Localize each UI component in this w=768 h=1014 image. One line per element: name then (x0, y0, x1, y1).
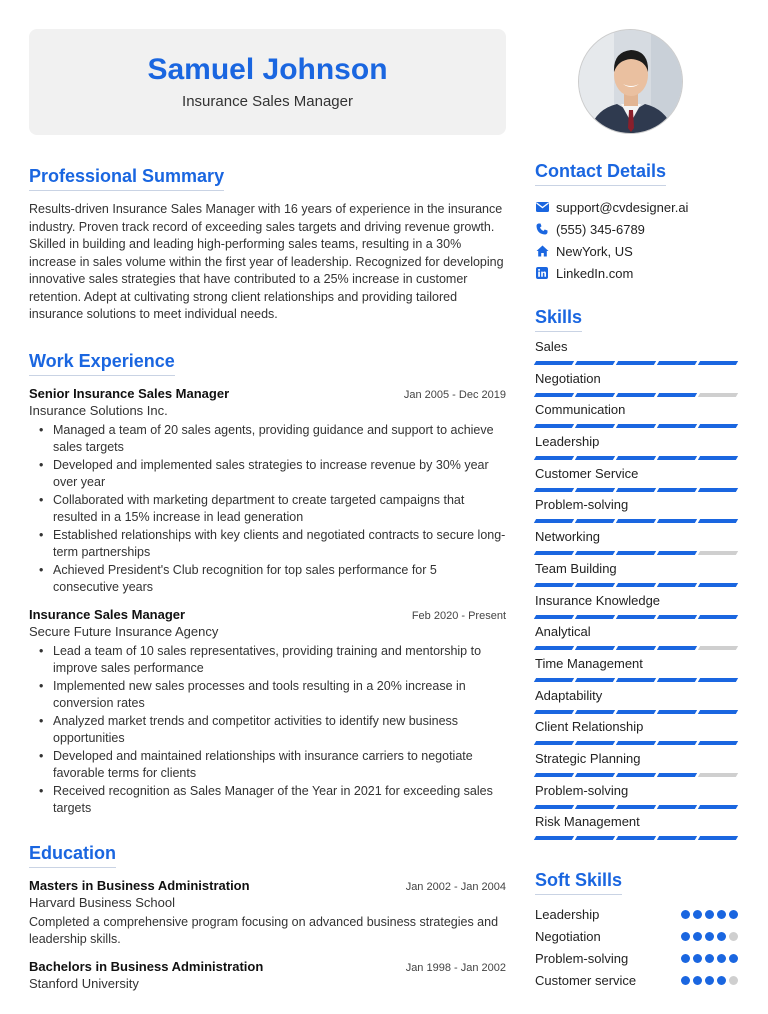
contact-email[interactable] (535, 196, 738, 218)
soft-skill-rating (681, 976, 738, 985)
soft-skill-item (535, 925, 738, 947)
rating-dot (717, 910, 726, 919)
skill-level-segment (698, 615, 738, 619)
skill-level-segment (616, 836, 656, 840)
skill-level-segment (534, 710, 574, 714)
linkedin-icon (535, 266, 549, 280)
skill-level-segment (616, 361, 656, 365)
education-entry (29, 878, 506, 949)
list-item: • Collaborated with marketing department to create targeted campaigns that resulted in a 15% increase in lead generation (37, 492, 506, 527)
skill-item (535, 496, 738, 528)
avatar-illustration (579, 30, 683, 134)
skill-level-segment (657, 519, 697, 523)
soft-skill-item (535, 903, 738, 925)
skill-level-segment (616, 519, 656, 523)
skill-level-segment (657, 678, 697, 682)
skill-level-segment (657, 836, 697, 840)
list-item: • Lead a team of 10 sales representatives, providing training and mentorship to improve sales performance (37, 643, 506, 678)
skill-level-segment (616, 393, 656, 397)
skill-name: Problem-solving (535, 497, 629, 513)
skill-level-bar (535, 678, 738, 682)
rating-dot (705, 976, 714, 985)
skill-level-segment (616, 456, 656, 460)
skill-level-bar (535, 393, 738, 397)
skill-level-segment (575, 456, 615, 460)
skill-item (535, 560, 738, 592)
contact-location-text: NewYork, US (556, 243, 633, 259)
skill-level-segment (534, 551, 574, 555)
rating-dot (729, 932, 738, 941)
education-entry (29, 959, 506, 991)
skill-level-bar (535, 615, 738, 619)
contact-linkedin[interactable] (535, 262, 738, 284)
soft-skills-heading: Soft Skills (535, 869, 622, 895)
skill-item (535, 528, 738, 560)
home-icon (535, 244, 549, 258)
contact-phone[interactable] (535, 218, 738, 240)
skill-level-bar (535, 710, 738, 714)
skill-item (535, 655, 738, 687)
job-date: Feb 2020 - Present (411, 609, 506, 622)
skill-name: Analytical (535, 624, 591, 640)
skill-level-segment (575, 678, 615, 682)
soft-skill-name: Negotiation (535, 928, 601, 944)
skill-level-segment (698, 741, 738, 745)
skill-level-segment (698, 488, 738, 492)
skill-level-segment (534, 393, 574, 397)
rating-dot (681, 976, 690, 985)
list-item: • Achieved President's Club recognition for top sales performance for 5 consecutive years (37, 562, 506, 597)
skill-level-segment (698, 773, 738, 777)
rating-dot (693, 976, 702, 985)
soft-skill-item (535, 947, 738, 969)
candidate-title: Insurance Sales Manager (182, 93, 353, 110)
main-column (29, 165, 506, 997)
job-company: Insurance Solutions Inc. (29, 402, 168, 418)
skill-level-segment (575, 741, 615, 745)
skill-level-segment (534, 741, 574, 745)
rating-dot (729, 910, 738, 919)
skill-name: Client Relationship (535, 719, 644, 735)
list-item: • Analyzed market trends and competitor activities to identify new business opportunities (37, 713, 506, 748)
education-heading: Education (29, 842, 116, 868)
skill-item (535, 433, 738, 465)
rating-dot (681, 954, 690, 963)
skill-level-segment (575, 773, 615, 777)
school-name: Harvard Business School (29, 894, 175, 910)
skill-item (535, 465, 738, 497)
soft-skill-name: Customer service (535, 972, 637, 988)
list-item: • Managed a team of 20 sales agents, providing guidance and support to achieve sales targets (37, 422, 506, 457)
skill-level-segment (575, 393, 615, 397)
skill-level-segment (534, 836, 574, 840)
skill-level-segment (616, 424, 656, 428)
skill-name: Problem-solving (535, 782, 629, 798)
education-section (29, 842, 506, 991)
skill-level-bar (535, 583, 738, 587)
skill-name: Networking (535, 529, 601, 545)
skill-name: Adaptability (535, 687, 603, 703)
skill-level-segment (534, 805, 574, 809)
skill-level-segment (616, 583, 656, 587)
skill-level-segment (657, 741, 697, 745)
skill-level-segment (575, 646, 615, 650)
skill-name: Time Management (535, 655, 643, 671)
skill-level-bar (535, 836, 738, 840)
skill-level-segment (575, 519, 615, 523)
skill-level-segment (657, 393, 697, 397)
rating-dot (717, 976, 726, 985)
contact-linkedin-text: LinkedIn.com (556, 265, 634, 281)
rating-dot (693, 954, 702, 963)
profile-photo (578, 29, 683, 134)
skill-level-segment (534, 361, 574, 365)
skill-level-segment (657, 456, 697, 460)
soft-skills-section (535, 869, 738, 991)
skill-level-segment (616, 710, 656, 714)
skill-level-segment (534, 583, 574, 587)
skill-item (535, 813, 738, 845)
skill-level-bar (535, 456, 738, 460)
contact-section (535, 160, 738, 284)
skill-level-segment (657, 773, 697, 777)
skill-level-segment (657, 488, 697, 492)
skill-level-segment (616, 646, 656, 650)
skill-level-segment (575, 583, 615, 587)
job-bullets (37, 643, 506, 818)
skill-level-segment (534, 519, 574, 523)
phone-icon (535, 222, 549, 236)
job-entry (29, 386, 506, 597)
skill-level-segment (698, 805, 738, 809)
skill-item (535, 623, 738, 655)
skill-level-segment (657, 424, 697, 428)
header-card (29, 29, 506, 135)
skill-level-segment (657, 805, 697, 809)
skill-level-segment (698, 678, 738, 682)
skill-level-segment (575, 805, 615, 809)
skill-name: Customer Service (535, 465, 639, 481)
rating-dot (717, 954, 726, 963)
contact-location (535, 240, 738, 262)
candidate-name: Samuel Johnson (147, 53, 388, 86)
rating-dot (717, 932, 726, 941)
skills-section (535, 306, 738, 845)
skill-name: Team Building (535, 560, 617, 576)
skill-level-segment (698, 551, 738, 555)
soft-skill-item (535, 969, 738, 991)
skill-level-segment (534, 646, 574, 650)
list-item: • Developed and maintained relationships with insurance carriers to negotiate favorable terms for clients (37, 748, 506, 783)
skills-list (535, 338, 738, 845)
skill-level-segment (698, 583, 738, 587)
soft-skill-name: Leadership (535, 906, 600, 922)
skill-level-segment (698, 393, 738, 397)
job-entry (29, 607, 506, 818)
skill-level-segment (657, 361, 697, 365)
skill-item (535, 782, 738, 814)
skill-level-segment (698, 710, 738, 714)
skill-level-segment (575, 836, 615, 840)
skill-level-segment (616, 551, 656, 555)
soft-skill-name: Problem-solving (535, 950, 629, 966)
job-title: Insurance Sales Manager (29, 606, 186, 622)
rating-dot (681, 910, 690, 919)
skill-level-segment (657, 710, 697, 714)
skill-name: Negotiation (535, 370, 601, 386)
rating-dot (693, 932, 702, 941)
sidebar-column (535, 160, 738, 991)
skill-level-segment (534, 773, 574, 777)
envelope-icon (535, 200, 549, 214)
job-company: Secure Future Insurance Agency (29, 623, 219, 639)
rating-dot (729, 976, 738, 985)
skill-item (535, 718, 738, 750)
school-name: Stanford University (29, 975, 139, 991)
skill-item (535, 750, 738, 782)
rating-dot (705, 932, 714, 941)
skill-name: Leadership (535, 434, 600, 450)
experience-section (29, 350, 506, 818)
skill-level-segment (657, 551, 697, 555)
skill-level-bar (535, 773, 738, 777)
job-date: Jan 2005 - Dec 2019 (403, 388, 506, 401)
skill-level-bar (535, 519, 738, 523)
skill-level-bar (535, 646, 738, 650)
job-title: Senior Insurance Sales Manager (29, 385, 230, 401)
soft-skills-list (535, 903, 738, 991)
list-item: • Established relationships with key clients and negotiated contracts to secure long-term partnerships (37, 527, 506, 562)
education-date: Jan 1998 - Jan 2002 (405, 961, 506, 974)
rating-dot (693, 910, 702, 919)
skill-name: Risk Management (535, 814, 640, 830)
summary-heading: Professional Summary (29, 165, 224, 191)
skill-level-bar (535, 488, 738, 492)
skill-level-segment (698, 456, 738, 460)
rating-dot (681, 932, 690, 941)
skill-level-segment (534, 456, 574, 460)
skill-level-segment (534, 488, 574, 492)
skill-level-segment (575, 488, 615, 492)
soft-skill-rating (681, 954, 738, 963)
summary-section (29, 165, 506, 324)
skill-item (535, 592, 738, 624)
skill-level-bar (535, 805, 738, 809)
skill-item (535, 401, 738, 433)
education-date: Jan 2002 - Jan 2004 (405, 880, 506, 893)
skill-level-segment (616, 615, 656, 619)
soft-skill-rating (681, 910, 738, 919)
skill-level-segment (575, 551, 615, 555)
skill-level-segment (698, 361, 738, 365)
skill-level-segment (534, 678, 574, 682)
summary-text: Results-driven Insurance Sales Manager with 16 years of experience in the insurance industry. Proven track record of exceeding sales targets and driving revenue growth. Skilled in building and leading high-performing sales teams, resulting in a 30% increase in sales volume within the first year of leadership. Recognized for developing innovative sales strategies that have contributed to a 25% increase in customer retention. Adept at cultivating strong client relationships and providing tailored insurance solutions to meet individual needs. (29, 202, 504, 321)
education-description: Completed a comprehensive program focusing on advanced business strategies and leadership skills. (29, 914, 499, 946)
skill-level-segment (657, 615, 697, 619)
contact-heading: Contact Details (535, 160, 666, 186)
skill-level-segment (698, 424, 738, 428)
skill-level-segment (575, 710, 615, 714)
list-item: • Implemented new sales processes and tools resulting in a 20% increase in conversion rates (37, 678, 506, 713)
soft-skill-rating (681, 932, 738, 941)
rating-dot (705, 910, 714, 919)
skill-level-segment (534, 615, 574, 619)
rating-dot (729, 954, 738, 963)
skill-item (535, 370, 738, 402)
skill-level-segment (575, 615, 615, 619)
skill-level-segment (575, 424, 615, 428)
rating-dot (705, 954, 714, 963)
skill-level-bar (535, 741, 738, 745)
skill-item (535, 338, 738, 370)
skill-level-segment (616, 773, 656, 777)
skill-level-segment (698, 836, 738, 840)
skill-level-segment (657, 646, 697, 650)
degree-title: Masters in Business Administration (29, 877, 250, 893)
skill-level-bar (535, 361, 738, 365)
skill-name: Strategic Planning (535, 750, 641, 766)
contact-email-text: support@cvdesigner.ai (556, 199, 689, 215)
degree-title: Bachelors in Business Administration (29, 958, 264, 974)
skill-level-segment (534, 424, 574, 428)
list-item: • Developed and implemented sales strategies to increase revenue by 30% year over year (37, 457, 506, 492)
skill-level-segment (616, 678, 656, 682)
list-item: • Received recognition as Sales Manager of the Year in 2021 for exceeding sales targets (37, 783, 506, 818)
skill-level-segment (698, 519, 738, 523)
skill-level-segment (657, 583, 697, 587)
skill-level-segment (616, 488, 656, 492)
skill-name: Insurance Knowledge (535, 592, 661, 608)
skill-level-segment (575, 361, 615, 365)
skill-level-segment (616, 741, 656, 745)
skill-name: Communication (535, 402, 626, 418)
skill-level-segment (616, 805, 656, 809)
skill-level-bar (535, 424, 738, 428)
skill-level-bar (535, 551, 738, 555)
experience-heading: Work Experience (29, 350, 175, 376)
skills-heading: Skills (535, 306, 582, 332)
contact-phone-text: (555) 345-6789 (556, 221, 645, 237)
skill-level-segment (698, 646, 738, 650)
skill-item (535, 687, 738, 719)
skill-name: Sales (535, 339, 568, 354)
job-bullets (37, 422, 506, 597)
